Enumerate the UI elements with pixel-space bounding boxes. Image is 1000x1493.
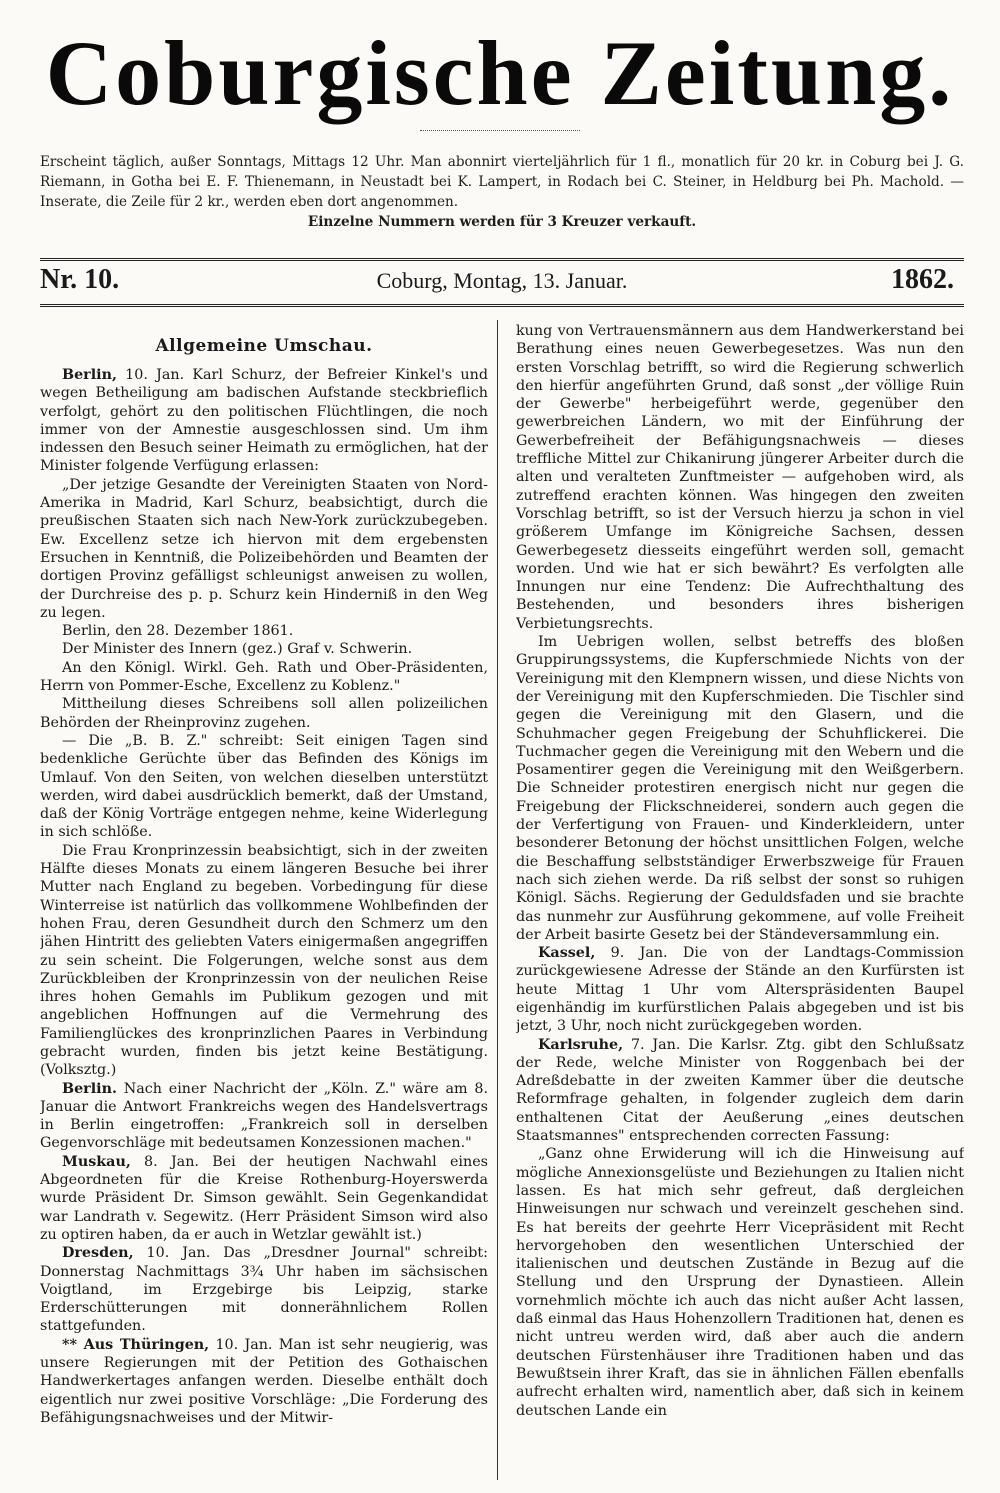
dateline-place: Dresden, bbox=[62, 1245, 134, 1262]
decree-date: Berlin, den 28. Dezember 1861. bbox=[62, 623, 294, 640]
article-text: 8. Jan. Bei der heutigen Nachwahl eines Abgeordneten für die Kreise Rothenburg-Hoyerswerda wurde Präsident Dr. Simson gewählt. Sein Gegenkandidat war Landrath v. Segewitz. (Herr Präsident Simson wird also zu optiren haben, da er auch in Wetzlar gewählt ist.) bbox=[40, 1153, 488, 1243]
dateline-place: Karlsruhe, bbox=[538, 1036, 624, 1053]
article-text: 9. Jan. Die von der Landtags-Commission zurückgewiesene Adresse der Stände an den Kurfürsten ist heute Mittag 1 Uhr vom Alterspräsidenten Baupel eigenhändig im kurfürstlichen Palais abgegeben und ist bis jetzt, 3 Uhr, noch nicht zurückgegeben worden. bbox=[516, 945, 964, 1035]
left-column bbox=[40, 322, 488, 1477]
header-rule-top bbox=[40, 258, 964, 261]
issue-number: Nr. 10. bbox=[40, 264, 120, 295]
article-muskau bbox=[40, 1153, 488, 1244]
dateline-place: Berlin, bbox=[62, 367, 117, 383]
article-text: 7. Jan. Die Karlsr. Ztg. gibt den Schlußsatz der Rede, welche Minister von Roggenbach bei der Adreßdebatte in der zweiten Kammer über die deutsche Reformfrage gehalten, in folgender zugleich dem darin enthaltenen Citat der Aeußerung „eines deutschen Staatsmannes" entsprechenden correcten Fassung: bbox=[516, 1036, 964, 1145]
info-line-1: Erscheint täglich, außer Sonntags, Mittags 12 Uhr. Man abonnirt vierteljährlich für 1 fl., monatlich für 20 kr. in Coburg bei J. G. bbox=[40, 154, 964, 170]
article-king-health: — Die „B. B. Z." schreibt: Seit einigen Tagen sind bedenkliche Gerüchte über das Befinden des Königs im Umlauf. Von den Seiten, von welchen dieselben unterstützt werden, wird dabei ausdrücklich bemerkt, daß der Umstand, daß der König Vorträge entgegen nehme, keine Widerlegung in sich schlöße. bbox=[40, 732, 488, 841]
issue-year: 1862. bbox=[891, 264, 954, 295]
info-line-4: Einzelne Nummern werden für 3 Kreuzer verkauft. bbox=[307, 214, 697, 230]
article-berlin-schurz bbox=[40, 366, 488, 476]
decree-addressee: An den Königl. Wirkl. Geh. Rath und Ober-Präsidenten, Herrn von Pommer-Esche, Excellenz zu Koblenz." bbox=[40, 659, 488, 695]
quote-decree: „Der jetzige Gesandte der Vereinigten Staaten von Nord-Amerika in Madrid, Karl Schurz, beabsichtigt, durch die preußischen Staaten sich nach New-York zurückzubegeben. Ew. Excellenz setze ich hiervon mit dem ergebensten Ersuchen in Kenntniß, die Polizeibehörden und Beamten der dortigen Provinz gefälligst schleunigst anweisen zu wollen, der Durchreise des p. p. Schurz kein Hinderniß in den Weg zu legen. bbox=[40, 476, 488, 621]
section-title: Allgemeine Umschau. bbox=[155, 336, 373, 356]
decree-signature: Der Minister des Innern (gez.) Graf v. Schwerin. bbox=[62, 641, 413, 658]
issue-date: Coburg, Montag, 13. Januar. bbox=[376, 268, 628, 293]
article-crown-princess: Die Frau Kronprinzessin beabsichtigt, sich in der zweiten Hälfte dieses Monats zu einem längeren Besuche bei ihrer Mutter nach England zu begeben. Vorbedingung für diese Winterreise ist natürlich das vollkommene Wohlbefinden der hohen Frau, deren Gesundheit durch den Schmerz um den jähen Hintritt des geliebten Vaters einigermaßen angegriffen zu sein scheint. Die Folgerungen, welche sonst aus dem Zurückbleiben der Kronprinzessin von der neulichen Reise ihres hohen Gemahls im Publikum gezogen und mit angeblichen Hoffnungen auf die Vermehrung des Familienglückes des kronprinzlichen Paares in Verbindung gebracht wurden, finden bis jetzt keine Bestätigung. (Volksztg.) bbox=[40, 842, 488, 1079]
article-dresden bbox=[40, 1244, 488, 1335]
column-divider bbox=[497, 320, 498, 1480]
info-line-2: Riemann, in Gotha bei E. F. Thienemann, in Neustadt bei K. Lampert, in Rodach bei C. Steiner, in Heldburg bei bbox=[40, 174, 846, 190]
dateline-place: Kassel, bbox=[538, 945, 596, 962]
article-text: Nach einer Nachricht der „Köln. Z." wäre am 8. Januar die Antwort Frankreichs wegen des Handelsvertrags in Berlin eingetroffen: „Frankreich soll in derselben Gegenvorschläge mit bedeutsamen Konzessionen machen." bbox=[40, 1080, 488, 1152]
article-text: 10. Jan. Karl Schurz, der Befreier Kinkel's und wegen Betheiligung am badischen Aufstande steckbrieflich verfolgt, gehört zu den politischen Flüchtlingen, die noch immer von der Amnestie ausgeschlossen sind. Um ihm indessen den Besuch seiner Heimath zu ermöglichen, hat der Minister folgende Verfügung erlassen: bbox=[40, 367, 488, 475]
quote-roggenbach: „Ganz ohne Erwiderung will ich die Hinweisung auf mögliche Annexionsgelüste und Beziehungen zu Italien nicht lassen. Es hat mich sehr gefreut, daß dergleichen Hinweisungen nur schwach und vereinzelt geschehen sind. Es hat bereits der geehrte Herr Vicepräsident mit Recht hervorgehoben den wesentlichen Unterschied der italienischen und deutschen Zustände in Bezug auf die Stellung und den Ursprung der Dynastieen. Allein vornehmlich möchte ich auch das nicht außer Acht lassen, daß einmal das Haus Hohenzollern Traditionen hat, denen es nicht untreu werden wird, daß aber auch die andern deutschen Fürstenhäuser ihre Traditionen haben und das Bewußtsein ihrer Kraft, das sie in ähnlichen Fällen ebenfalls aufrecht erhalten wird, namentlich aber, daß sich in keinem deutschen Lande ein bbox=[516, 1146, 964, 1419]
issue-line bbox=[40, 264, 964, 300]
subscription-info bbox=[40, 152, 964, 232]
article-kassel bbox=[516, 944, 964, 1035]
article-guild-groups: Im Uebrigen wollen, selbst betreffs des bloßen Gruppirungssystems, die Kupferschmiede Nichts von der Vereinigung mit den Klempnern wissen, und diese Nichts von der Vereinigung mit den Kupferschmieden. Die Tischler sind gegen die Vereinigung mit den Glasern, und die Schuhmacher gegen Freigebung der Schuhflickerei. Die Tuchmacher gegen die Vereinigung mit den Webern und die Posamentirer gegen die Vereinigung mit den Weißgerbern. Die Schneider protestiren energisch nicht nur gegen die Freigebung der Flickschneiderei, sondern auch gegen die der Verfertigung von Frauen- und Kinderkleidern, unter besonderer Betonung der höchst unsittlichen Folgen, welche die Beschaffung selbstständiger Erwerbszweige für Frauen nach sich ziehen werde. Da riß selbst der sonst so ruhigen Königl. Sächs. Regierung der Geduldsfaden und sie brachte das nunmehr zur Ausführung gekommene, auf volle Freiheit der Arbeit basirte Gesetz bei der Ständeversammlung ein. bbox=[516, 634, 964, 943]
dateline-place: ** Aus Thüringen, bbox=[62, 1336, 210, 1353]
article-karlsruhe bbox=[516, 1036, 964, 1146]
info-line-3: Ph. Machold. — Inserate, die Zeile für 2 kr., werden eben dort angenommen. bbox=[40, 174, 964, 210]
article-thueringen bbox=[40, 1336, 488, 1427]
right-column bbox=[516, 322, 964, 1477]
title-ornament-rule bbox=[420, 130, 580, 131]
header-rule-bottom bbox=[40, 304, 964, 307]
article-text: 10. Jan. Man ist sehr neugierig, was unsere Regierungen mit der Petition des Gothaischen Handwerkertages anfangen werden. Dieselbe enthält doch eigentlich nur zwei positive Vorschläge: „Die Forderung des Befähigungsnachweises und der Mitwir- bbox=[40, 1336, 488, 1426]
decree-note: Mittheilung dieses Schreibens soll allen polizeilichen Behörden der Rheinprovinz zugehen. bbox=[40, 696, 488, 731]
article-berlin-france bbox=[40, 1080, 488, 1153]
newspaper-title: Coburgische Zeitung. bbox=[45, 22, 955, 124]
article-thueringen-continued: kung von Vertrauensmännern aus dem Handwerkerstand bei Berathung eines neuen Gewerbegesetzes. Was nun den ersten Vorschlag betrifft, so wird die Regierung schwerlich den hierfür angeführten Grund, daß sonst „der völlige Ruin der Gewerbe" herbeigeführt werde, gegenüber den gewerbreichen Ländern, wo mit der Einführung der Gewerbefreiheit der Befähigungsnachweis — dieses treffliche Mittel zur Chikanirung jüngerer Arbeiter durch die alten und veralteten Zunftmeister — aufgehoben wird, als zutreffend erachten können. Was hingegen den zweiten Vorschlag betrifft, so ist der Versuch hierzu ja schon in viel größerem Umfange im Königreiche Sachsen, dessen Gewerbegesetz diesseits eingeführt werden soll, gemacht worden. Und wie hat er sich bewährt? Es verfolgten alle Innungen nur eine Tendenz: Die Aufrechthaltung des Bestehenden, und besonders ihres bisherigen Verbietungsrechts. bbox=[516, 323, 964, 632]
dateline-place: Muskau, bbox=[62, 1153, 131, 1170]
article-text: 10. Jan. Das „Dresdner Journal" schreibt: Donnerstag Nachmittags 3¾ Uhr haben im sächsischen Voigtland, im Erzgebirge bis Leipzig, starke Erderschütterungen mit donnerähnlichem Rollen stattgefunden. bbox=[40, 1245, 488, 1335]
dateline-place: Berlin. bbox=[62, 1080, 117, 1097]
masthead bbox=[0, 0, 1000, 260]
